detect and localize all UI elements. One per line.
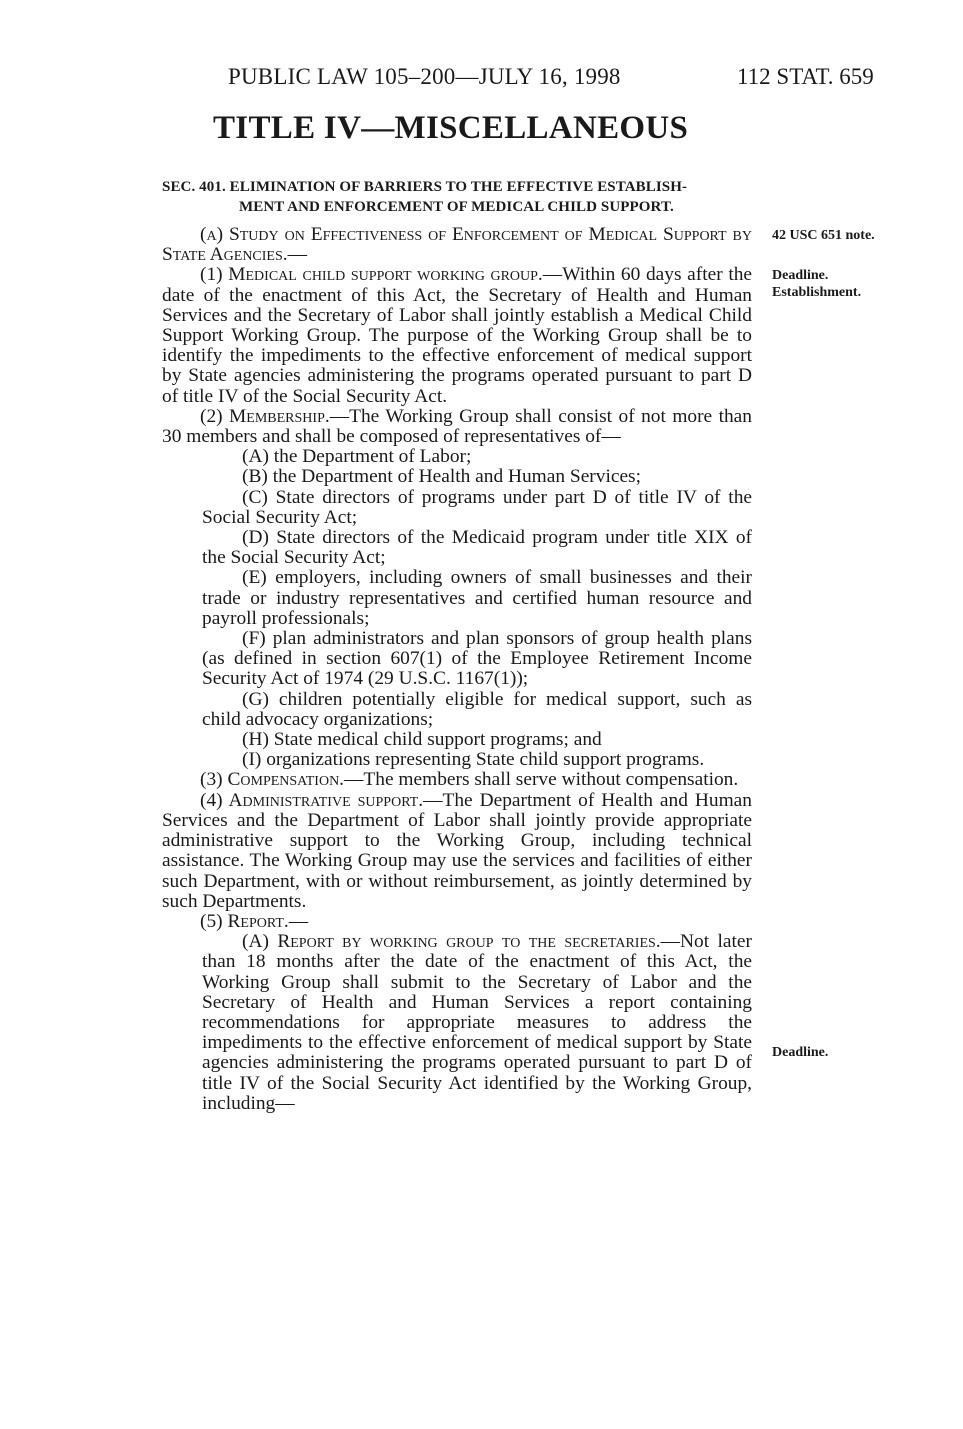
list-item-d: (D) State directors of the Medicaid program under title XIX of the Social Security Act; [202, 527, 752, 569]
paragraph-2-heading: (2) Membership. [200, 405, 330, 427]
paragraph-3-text: —The members shall serve without compensation. [344, 769, 739, 791]
subparagraph-5a [162, 932, 752, 1114]
list-item-f: (F) plan administrators and plan sponsors of group health plans (as defined in section 607(1) of the Employee Retirement Income Security Act of 1974 (29 U.S.C. 1167(1)); [202, 628, 752, 690]
section-body [162, 225, 752, 1114]
paragraph-2-text: —The Working Group shall consist of not more than 30 members and shall be composed of representatives of— [162, 405, 752, 448]
margin-note-deadline: Deadline. [772, 268, 829, 283]
paragraph-4-heading: (4) Administrative support. [200, 789, 424, 811]
paragraph-4-text: —The Department of Health and Human Services and the Department of Labor shall jointly provide appropriate administrative support to the Working Group, including technical assistance. The Working Group may use the services and facilities of either such Department, with or without reimbursement, as jointly determined by such Departments. [162, 789, 752, 912]
title-heading: TITLE IV—MISCELLANEOUS [213, 110, 689, 146]
list-item-c: (C) State directors of programs under part D of title IV of the Social Security Act; [202, 486, 752, 528]
paragraph-5-heading: (5) Report.— [200, 910, 309, 932]
subsection-a-heading: (a) Study on Effectiveness of Enforcement of Medical Support by State Agencies.— [162, 224, 752, 266]
paragraph-1 [162, 265, 752, 406]
margin-note-usc: 42 USC 651 note. [772, 228, 875, 243]
list-item-h: (H) State medical child support programs; and [242, 729, 602, 751]
list-item-g: (G) children potentially eligible for medical support, such as child advocacy organizations; [202, 688, 752, 730]
margin-note-deadline-2: Deadline. [772, 1045, 829, 1060]
paragraph-3-heading: (3) Compensation. [200, 769, 345, 791]
running-header: PUBLIC LAW 105–200—JULY 16, 1998 [228, 64, 621, 89]
paragraph-1-heading: (1) Medical child support working group. [200, 264, 543, 286]
section-heading-line-1: SEC. 401. ELIMINATION OF BARRIERS TO THE EFFECTIVE ESTABLISH- [162, 179, 688, 195]
paragraph-4 [162, 791, 752, 912]
subparagraph-5a-text: —Not later than 18 months after the date of the enactment of this Act, the Working Group shall submit to the Secretary of Labor and the Secretary of Health and Human Services a report containing recommendations for appropriate measures to address the impediments to the effective enforcement of medical support by State agencies administering the programs operated pursuant to part D of title IV of the Social Security Act identified by the Working Group, including— [202, 931, 752, 1114]
section-heading-line-2: MENT AND ENFORCEMENT OF MEDICAL CHILD SUPPORT. [239, 199, 674, 215]
margin-note-establishment: Establishment. [772, 285, 862, 300]
list-item-b: (B) the Department of Health and Human Services; [242, 466, 641, 488]
list-item-i: (I) organizations representing State child support programs. [242, 749, 705, 771]
list-item-a: (A) the Department of Labor; [242, 446, 472, 468]
paragraph-1-text: —Within 60 days after the date of the enactment of this Act, the Secretary of Health and Human Services and the Secretary of Labor shall jointly establish a Medical Child Support Working Group. The purpose of the Working Group shall be to identify the impediments to the effective enforcement of medical support by State agencies administering the programs operated pursuant to part D of title IV of the Social Security Act. [162, 264, 753, 407]
subparagraph-5a-heading: (A) Report by working group to the secretaries. [242, 931, 661, 953]
statute-page-number: 112 STAT. 659 [737, 64, 874, 89]
paragraph-2 [162, 407, 752, 447]
paragraph-3 [162, 770, 752, 790]
list-item-e: (E) employers, including owners of small businesses and their trade or industry representatives and certified human resource and payroll professionals; [202, 567, 752, 629]
